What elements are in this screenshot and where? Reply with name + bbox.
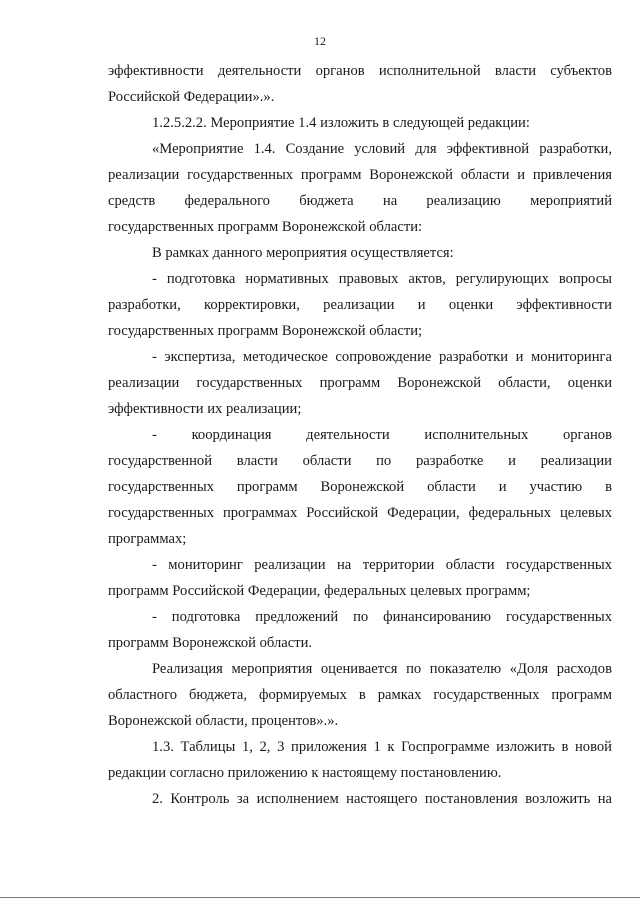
text-line: государственных программ Воронежской области:	[108, 219, 423, 235]
text-line: «Мероприятие 1.4. Создание условий для эффективной разработки,	[152, 141, 612, 157]
text-line: государственных программ Воронежской области;	[108, 323, 423, 339]
text-line: - подготовка нормативных правовых актов, регулирующих вопросы	[152, 271, 612, 287]
text-line: - координация деятельности исполнительных органов	[152, 427, 612, 443]
text-line: Реализация мероприятия оценивается по показателю «Доля расходов	[152, 661, 612, 677]
text-line: эффективности деятельности органов исполнительной власти субъектов	[108, 63, 612, 79]
text-line: - мониторинг реализации на территории области государственных	[152, 557, 612, 573]
text-line: программ Российской Федерации, федеральных целевых программ;	[108, 583, 531, 599]
text-line: разработки, корректировки, реализации и оценки эффективности	[108, 297, 612, 313]
text-line: реализации государственных программ Воронежской области, оценки	[108, 375, 612, 391]
text-line: средств федерального бюджета на реализацию мероприятий	[108, 193, 612, 209]
page-bottom-edge	[0, 897, 640, 898]
text-line: государственной власти области по разработке и реализации	[108, 453, 612, 469]
text-line: государственных программ Воронежской области и участию в	[108, 479, 612, 495]
text-line: программах;	[108, 531, 187, 547]
text-line: областного бюджета, формируемых в рамках государственных программ	[108, 687, 612, 703]
text-line: Воронежской области, процентов».».	[108, 713, 339, 729]
text-line: реализации государственных программ Воронежской области и привлечения	[108, 167, 612, 183]
page-number: 12	[314, 34, 326, 48]
text-line: программ Воронежской области.	[108, 635, 313, 651]
text-line: редакции согласно приложению к настоящему постановлению.	[108, 765, 502, 781]
text-line: эффективности их реализации;	[108, 401, 302, 417]
text-line: государственных программах Российской Федерации, федеральных целевых	[108, 505, 612, 521]
text-line: 1.3. Таблицы 1, 2, 3 приложения 1 к Госпрограмме изложить в новой	[152, 739, 612, 755]
text-line: 1.2.5.2.2. Мероприятие 1.4 изложить в следующей редакции:	[152, 115, 530, 131]
text-line: В рамках данного мероприятия осуществляется:	[152, 245, 454, 261]
text-line: - экспертиза, методическое сопровождение разработки и мониторинга	[152, 349, 612, 365]
text-line: Российской Федерации».».	[108, 89, 275, 105]
text-line: 2. Контроль за исполнением настоящего постановления возложить на	[152, 791, 612, 807]
text-line: - подготовка предложений по финансированию государственных	[152, 609, 612, 625]
